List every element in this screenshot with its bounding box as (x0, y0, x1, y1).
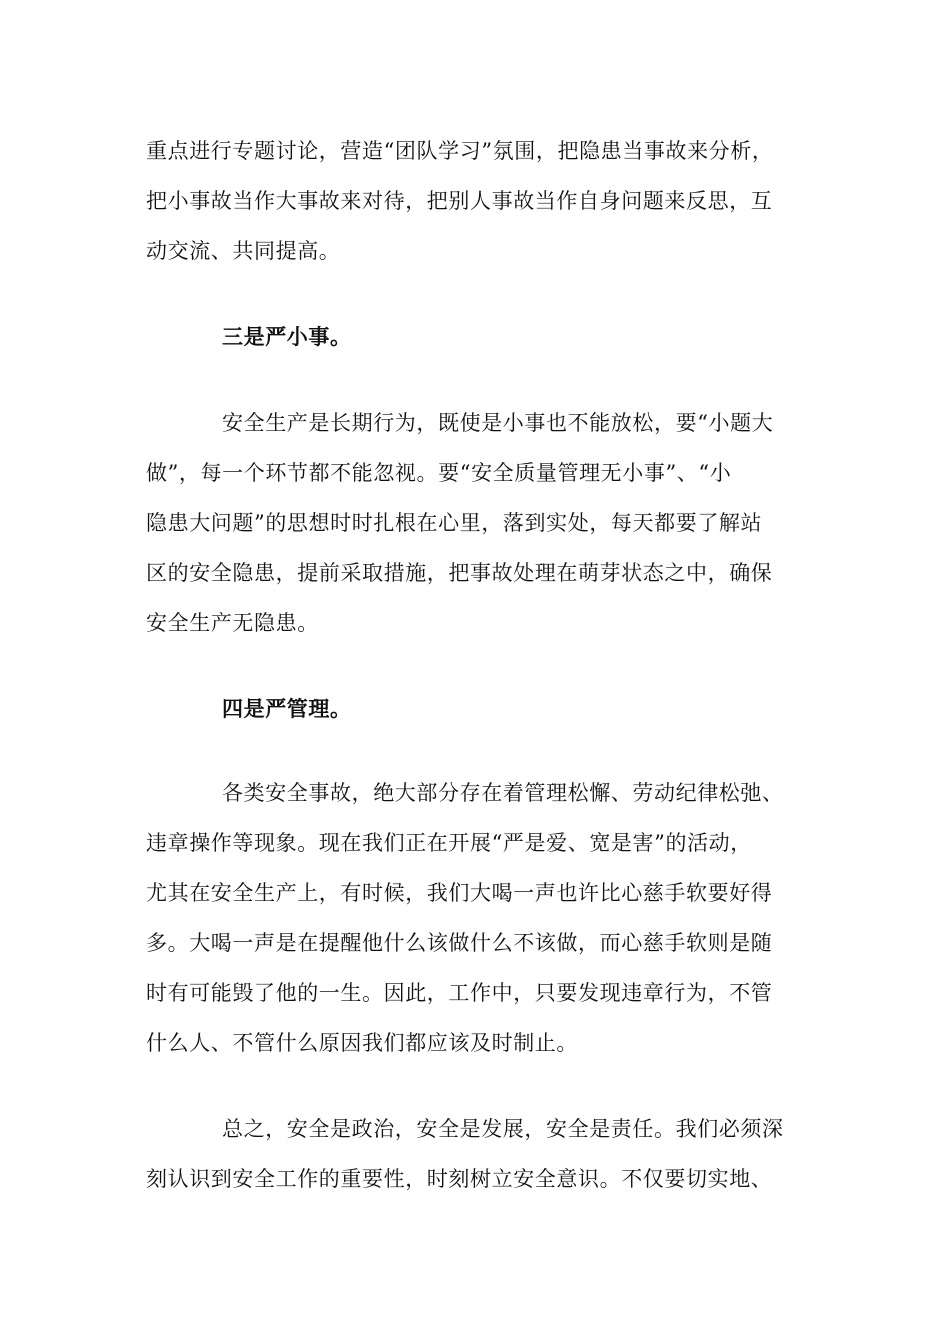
paragraph-line: 总之，安全是政治，安全是发展，安全是责任。我们必须深 (222, 1117, 784, 1141)
paragraph-line: 隐患大问题”的思想时时扎根在心里，落到实处，每天都要了解站 (146, 511, 763, 535)
section-heading: 三是严小事。 (222, 324, 352, 349)
paragraph-line: 什么人、不管什么原因我们都应该及时制止。 (146, 1031, 578, 1055)
paragraph-line: 尤其在安全生产上，有时候，我们大喝一声也许比心慈手软要好得 (146, 881, 773, 905)
paragraph-line: 做”，每一个环节都不能忽视。要“安全质量管理无小事”、“小 (146, 461, 732, 485)
paragraph-line: 区的安全隐患，提前采取措施，把事故处理在萌芽状态之中，确保 (146, 561, 773, 585)
paragraph-line: 各类安全事故，绝大部分存在着管理松懈、劳动纪律松弛、 (222, 781, 784, 805)
paragraph-line: 重点进行专题讨论，营造“团队学习”氛围，把隐患当事故来分析， (146, 139, 774, 163)
paragraph-line: 把小事故当作大事故来对待，把别人事故当作自身问题来反思，互 (146, 189, 773, 213)
paragraph-line: 安全生产是长期行为，既使是小事也不能放松，要“小题大 (222, 411, 774, 435)
paragraph-line: 安全生产无隐患。 (146, 611, 319, 635)
paragraph-line: 违章操作等现象。现在我们正在开展“严是爱、宽是害”的活动， (146, 831, 752, 855)
paragraph-line: 多。大喝一声是在提醒他什么该做什么不该做，而心慈手软则是随 (146, 931, 773, 955)
paragraph-line: 时有可能毁了他的一生。因此，工作中，只要发现违章行为，不管 (146, 981, 773, 1005)
paragraph-line: 动交流、共同提高。 (146, 239, 341, 263)
paragraph-line: 刻认识到安全工作的重要性，时刻树立安全意识。不仅要切实地、 (146, 1167, 773, 1191)
section-heading: 四是严管理。 (222, 696, 352, 721)
